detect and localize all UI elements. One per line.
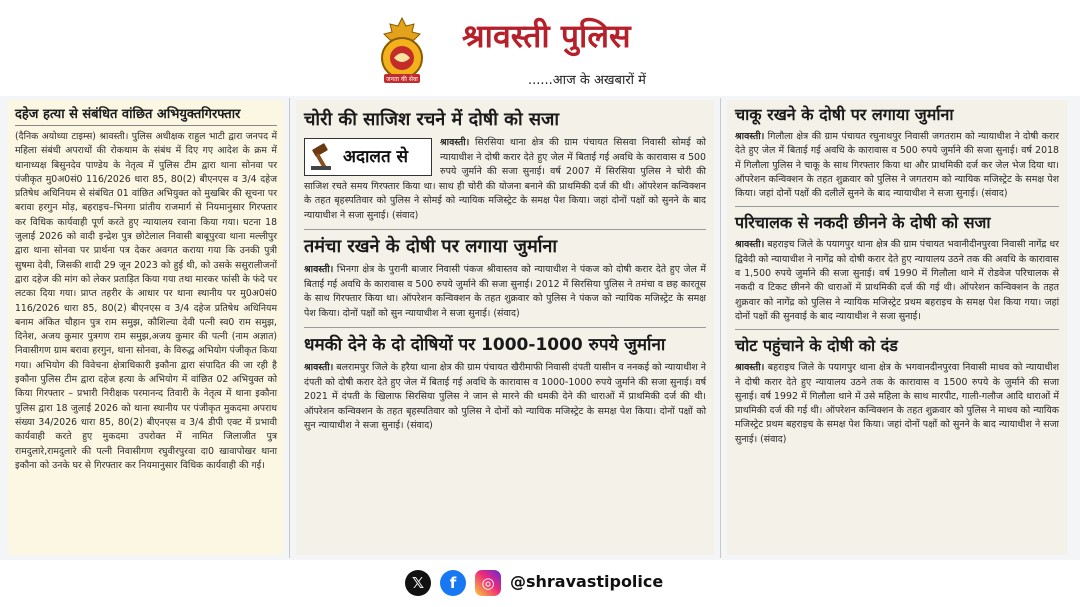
gavel-icon — [309, 143, 339, 171]
article-headline: चोरी की साजिश रचने में दोषी को सजा — [304, 109, 560, 130]
article — [304, 108, 706, 223]
article-text: बहराइच जिले के पयागपुर थाना क्षेत्र की ग्राम पंचायत भवानीदीनपुरवा निवासी नागेंद्र धर द्विवेदी को न्यायाधीश ने नागेंद्र को दोषी करार देते हुए न्यायालय उठने तक की अवधि के कारावास व 1,500 रुपये जुर्माने की सजा सुनाई। वर्ष 1990 में गिलौला थाने में रोडवेज परिचालक से नकदी व टिकट छीनने की धाराओं में प्राथमिकी दर्ज की गई थी। ऑपरेशन कन्विक्शन के तहत शुक्रवार को नागेंद्र को पुलिस ने न्यायिक मजिस्ट्रेट प्रथम बहराइच के समक्ष पेश किया गया। जहां दोनों पक्षों की सुनवाई के बाद न्यायाधीश ने सजा सुनाई। — [735, 239, 1059, 322]
article-text: सिरसिया थाना क्षेत्र की ग्राम पंचायत सिसवा निवासी सोमई को न्यायाधीश ने दोषी करार देते हुए जेल में बिताई गई अवधि के कारावास व 500 रुपये जुर्माने की सजा सुनाई। वर्ष 2007 में सिरसिया पुलिस ने चोरी की साजिश रचते समय गिरफ्तार किया था। साथ ही चोरी की योजना बनाने की प्राथमिकी दर्ज की थी। ऑपरेशन कन्विक्शन के तहत बृहस्पतिवार को पुलिस ने सोमई को न्यायिक मजिस्ट्रेट के समक्ष पेश किया। जहां दोनों पक्षों को सुनने के बाद न्यायाधीश ने सजा सुनाई। (संवाद) — [304, 137, 706, 221]
article-headline: धमकी देने के दो दोषियों पर 1000-1000 रुपये जुर्माना — [304, 335, 666, 355]
article — [735, 212, 1059, 324]
article-divider — [304, 229, 706, 230]
article-text: बहराइच जिले के पयागपुर थाना क्षेत्र के भगवानदीनपुरवा निवासी माधव को न्यायाधीश ने दोषी करार देते हुए न्यायालय उठने तक के कारावास व 1500 रुपये के जुर्माने की सजा सुनाई। वर्ष 1992 में गिलौला थाने में उसे महिला के साथ मारपीट, गाली-गलौज आदि धाराओं में प्राथमिकी दर्ज की गई थी। ऑपरेशन कन्विक्शन के तहत शुक्रवार को पुलिस ने माधव को न्यायिक मजिस्ट्रेट प्रथम बहराइच के समक्ष पेश किया। जहां दोनों पक्षों को सुनने के बाद न्यायाधीश ने सजा सुनाई। (संवाद) — [735, 362, 1059, 445]
article-text: गिलौला क्षेत्र की ग्राम पंचायत रघुनाथपुर निवासी जगतराम को न्यायाधीश ने दोषी करार देते हुए जेल में बिताई गई अवधि के कारावास व 500 रुपये जुर्माने की सजा सुनाई। वर्ष 2018 में गिलौला पुलिस ने चाकू के साथ गिरफ्तार किया था और प्राथमिकी दर्ज कर जेल भेज दिया था। ऑपरेशन कन्विक्शन के तहत शुक्रवार को पुलिस ने जगतराम को न्यायिक मजिस्ट्रेट के समक्ष पेश किया। जहां दोनों पक्षों की दलीलें सुनने के बाद न्यायाधीश ने सजा सुनाई। (संवाद) — [735, 131, 1059, 200]
article-body — [304, 263, 706, 321]
instagram-icon[interactable] — [475, 570, 501, 596]
news-clipping-left — [8, 100, 284, 555]
header — [0, 0, 1080, 96]
article — [735, 335, 1059, 447]
news-clipping-middle — [296, 100, 714, 555]
article-headline: तमंचा रखने के दोषी पर लगाया जुर्माना — [304, 236, 558, 257]
article-dateline: श्रावस्ती। — [304, 264, 334, 275]
column-divider — [289, 98, 290, 558]
article-divider — [304, 327, 706, 328]
article-dateline: श्रावस्ती। — [735, 362, 765, 374]
page-title: श्रावस्ती पुलिस — [462, 17, 631, 55]
article-body — [735, 361, 1059, 447]
facebook-glyph: f — [449, 574, 457, 592]
article-body — [304, 361, 706, 434]
article — [735, 104, 1059, 201]
x-glyph: 𝕏 — [411, 574, 425, 592]
x-icon[interactable] — [405, 570, 431, 596]
emblem-motto: जनता की सेवा — [386, 76, 418, 83]
article-divider — [735, 206, 1059, 207]
news-clipping-right — [727, 100, 1067, 555]
article-headline: परिचालक से नकदी छीनने के दोषी को सजा — [735, 213, 991, 233]
article-body: (दैनिक अयोध्या टाइम्स) श्रावस्ती। पुलिस अधीक्षक राहुल भाटी द्वारा जनपद में महिला संबंधी अपराधों की रोकथाम के संबंध में दिए गए आदेश के क्रम में थानाध्यक्ष बिसुनदेव पाण्डेय के नेतृत्व में पुलिस टीम द्वारा थाना सोनवा पर पंजीकृत मु0अ0सं0 116/2026 धारा 85, 80(2) बीएनएस व 3/4 दहेज प्रतिषेध अधिनियम से संबंधित 01 वांछित अभियुक्त को मुखबिर की सूचना पर बरावा हरगुन मोड़, बहराइच–भिनगा प्रांतीय राजमार्ग से नियमानुसार गिरफ्तार कर विधिक कार्यवाही पूर्ण करते हुए न्यायालय रवाना किया गया। घटना 18 जुलाई 2026 को वादी इन्द्रेश पुत्र छोटेलाल निवासी बाबूपुरवा थाना मल्लीपुर द्वारा थाना सोनवा पर प्रार्थना पत्र देकर अवगत कराया गया कि उनकी पुत्री सुषमा देवी, जिसकी शादी 29 जून 2023 को हुई थी, को उसके ससुरालीजनों द्वारा दहेज की मांग को लेकर प्रताड़ित किया गया तथा मारकर फांसी के फंदे पर लटका दिया गया। प्राप्त तहरीर के आधार पर थाना स्थानीय पर मु0अ0सं0 116/2026 धारा 85, 80(2) बीएनएस व 3/4 दहेज प्रतिषेध अधिनियम बनाम अंकित चौहान पुत्र राम समुझ, कौशिल्या देवी पत्नी स्व0 राम समुझ, दिनेश, अजय कुमार पुत्रगण राम समुझ,अजय कुमार की पत्नी (नाम अज्ञात) निवासीगण ग्राम बरावा हरगुन, थाना सोनवा, के विरुद्ध अभियोग पंजीकृत किया गया। अभियोग की विवेचना क्षेत्राधिकारी इकौना द्वारा संपादित की जा रही है इकौना पुलिस टीम द्वारा दहेज हत्या के अभियोग में वांछित 02 अभियुक्त को किया गिरफ्तार – प्रभारी निरीक्षक परमानन्द तिवारी के नेतृत्व में थाना इकौना पुलिस द्वारा 18 जुलाई 2026 को थाना स्थानीय पर पंजीकृत मुकदमा अपराध संख्या 34/2026 धारा 85, 80(2) बीएनएस व 3/4 डीपी एक्ट में प्रभावी कार्यवाही करते हुए मुकदमा उपरोक्त में नामित जिलाजीत पुत्र रामदुलारे,रामदुलारे की पत्नी निवासीगण रघुवीरपुरवा दा0 खावापोखर थाना इकौना को उनके घर से गिरफ्तार कर नियमानुसार विधिक कार्यवाही की गई। — [15, 131, 277, 471]
instagram-glyph: ◎ — [481, 574, 495, 592]
footer — [0, 560, 1080, 607]
article-headline: चाकू रखने के दोषी पर लगाया जुर्माना — [735, 105, 954, 124]
article-body — [735, 130, 1059, 201]
social-handle[interactable]: @shravastipolice — [510, 572, 664, 591]
article — [304, 235, 706, 321]
facebook-icon[interactable] — [440, 570, 466, 596]
column-divider — [720, 98, 721, 558]
court-badge — [304, 138, 432, 176]
article-dateline: श्रावस्ती। — [735, 131, 765, 142]
article-headline: चोट पहुंचाने के दोषी को दंड — [735, 336, 898, 356]
article-text: बलरामपुर जिले के हरैया थाना क्षेत्र की ग्राम पंचायत खैरीमाफी निवासी दंपती यासीन व ननकई को न्यायाधीश ने दंपती को दोषी करार देते हुए जेल में बिताई गई अवधि के कारावास व 1000-1000 रुपये जुर्माने की सजा सुनाई। वर्ष 2021 में दंपती के खिलाफ सिरसिया पुलिस ने जान से मारने की धमकी देने की धाराओं में प्राथमिकी दर्ज की थी। ऑपरेशन कन्विक्शन के तहत बृहस्पतिवार को पुलिस ने दोनों को न्यायिक मजिस्ट्रेट के समक्ष पेश किया। दोनों पक्षों को सुन न्यायाधीश ने सजा सुनाई। (संवाद) — [304, 362, 706, 431]
article-divider — [735, 329, 1059, 330]
page-subtitle: ......आज के अखबारों में — [528, 73, 646, 88]
police-emblem-icon — [370, 14, 434, 86]
article-headline: दहेज हत्या से संबंधित वांछित अभियुक्तगिरफ्तार — [15, 106, 277, 126]
article-dateline: श्रावस्ती। — [735, 239, 765, 251]
article-dateline: श्रावस्ती। — [304, 362, 334, 373]
article — [304, 333, 706, 434]
article-body — [735, 238, 1059, 324]
article-dateline: श्रावस्ती। — [440, 137, 470, 148]
article-text: भिनगा क्षेत्र के पुरानी बाजार निवासी पंकज श्रीवास्तव को न्यायाधीश ने पंकज को दोषी करार देते हुए जेल में बिताई गई अवधि के कारावास व 500 रुपये जुर्माने की सजा सुनाई। 2012 में सिरसिया पुलिस ने तमंचा व छह कारतूस के साथ गिरफ्तार किया था। ऑपरेशन कन्विक्शन के तहत शुक्रवार को पुलिस ने पंकज को न्यायिक मजिस्ट्रेट के समक्ष पेश किया। दोनों पक्षों को सुन न्यायाधीश ने सजा सुनाई। (संवाद) — [304, 264, 706, 319]
court-badge-label: अदालत से — [343, 147, 409, 167]
